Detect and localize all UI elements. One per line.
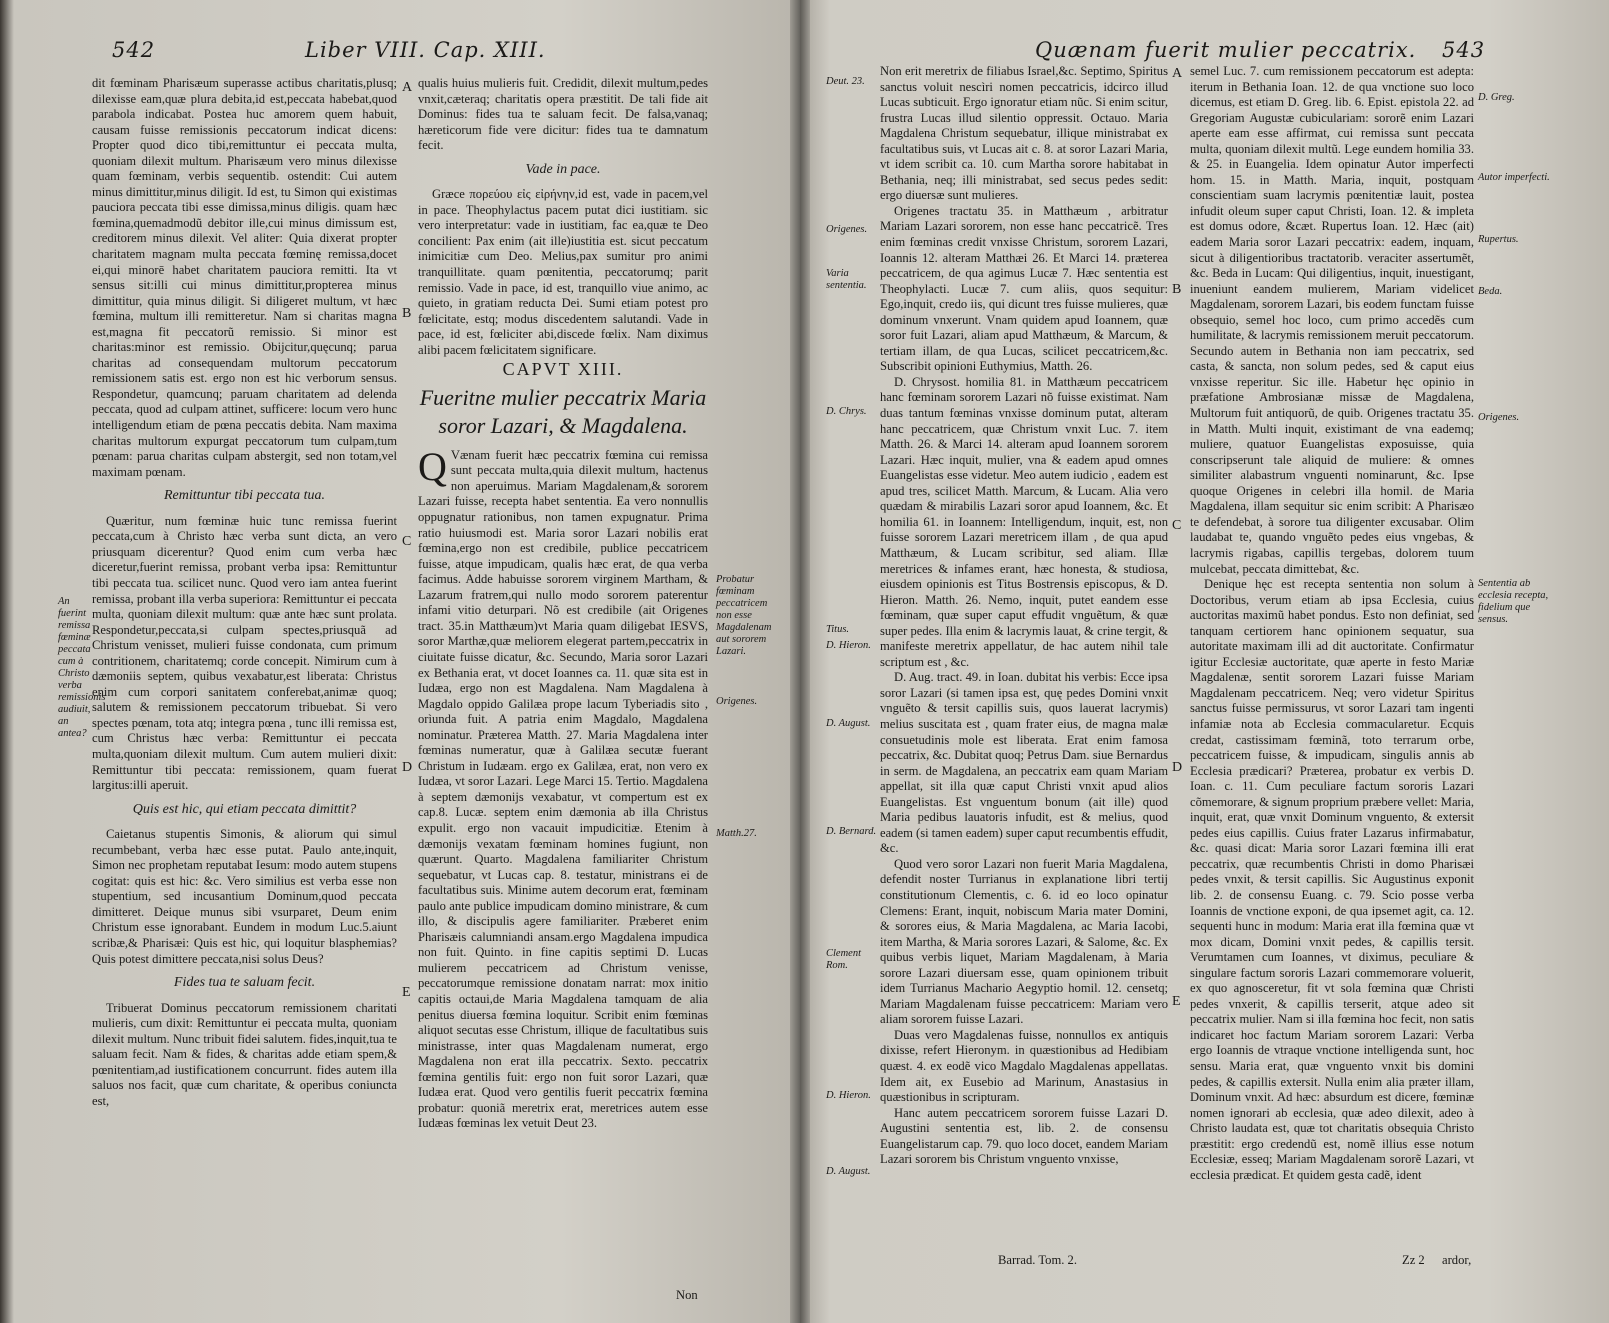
left-col1d-para: Tribuerat Dominus peccatorum remissionem charitati mulieris, cum dixit: Remittuntur ei peccata multa, quoniam dilexit multum. Nunc tribuit fidei salutem. fides,inquit,tua te saluam fecit. Nam & fides, & charitas adde etiam spem,& pœnitentiam,ad iustificationem concurrunt. fides autem illa saluos nos facit, quæ cum charitate, & operibus coniuncta est, <box>92 1000 397 1108</box>
right-col1-para-2: Origenes tractatu 35. in Matthæum , arbitratur Mariam Lazari sororem, non esse hanc peccatricẽ. Tres enim fœminas credit vnxisse Christum, sororem Lazari, Ioannis 12. alteram Matthæi 26. Et Marci 14. præterea peccatricem, de qua agimus Lucæ 7. Hæc sententia est Theophylacti. Lucæ 7. cum aliis, quos sequitur: Ego,inquit, credo iis, qui dicunt tres fuisse mulieres, quæ dominum vnxerunt. Vnam quidem apud Ioannem, quæ soror fuit Lazari, aliam apud Matthæum, & Marcum, & tertiam illam, de qua Lucas, scilicet peccatricem,&c. Subscribit opinioni Euthymius, Matth. 26. <box>880 203 1168 374</box>
right-margin-chrys: D. Chrys. <box>826 406 867 417</box>
left-column-2 <box>418 76 708 1221</box>
left-heading-remittuntur: Remittuntur tibi peccata tua. <box>164 488 325 504</box>
right-col1-para-5: Quod vero soror Lazari non fuerit Maria Magdalena, defendit noster Turrianus in explanatione libri tertij constitutionum Clementis, c. 6. id eo loco opinatur Clemens: Erant, inquit, nobiscum Maria mater Domini, & sorores eius, & Maria Magdalena, ac Maria Iacobi, item Martha, & Maria sorores Lazari, & Salome, &c. Ex quibus verbis liquet, Mariam Magdalenam, à Maria sorore Lazari diuersam esse, quam opinionem tribuit idem Turrianus Machario Aegyptio homil. 12. censetq; Mariam Magdalenam fuisse peccatricem: Mariam vero aliam sororem fuisse Lazari. <box>880 856 1168 1027</box>
right-margin-greg: D. Greg. <box>1478 92 1515 103</box>
right-margin-sententia: Sententia ab ecclesia recepta, fidelium que sensus. <box>1478 578 1549 625</box>
drop-cap: Q <box>418 443 447 489</box>
left-marker-b: B <box>402 306 412 321</box>
book-gutter <box>790 0 810 1323</box>
right-running-head: Quænam fuerit mulier peccatrix. <box>1035 38 1417 62</box>
right-column-2 <box>1190 64 1474 1214</box>
chapter-title: Fueritne mulier peccatrix Maria soror Lazari, & Magdalena. <box>419 384 707 438</box>
left-col1c-para: Caietanus stupentis Simonis, & aliorum qui simul recumbebant, verba hæc esse putat. Paulo ante,inquit, Simon nec prophetam reputabat Iesum: modo autem stupens cogitat: quis est hic: &c. Vero similius est verba esse non stupentium, sed incusantium Dominum,quod peccata dimitteret. Deique munus sibi vsurparet, Deum enim Christum esse ignorabant. Eundem in modum Luc.5.aiunt scribæ,& Pharisæi: Quis est hic, qui loquitur blasphemias? Quis potest dimittere peccata,nisi solus Deus? <box>92 827 397 966</box>
right-margin-titus: Titus. <box>826 624 850 635</box>
right-col1-para-1: Non erit meretrix de filiabus Israel,&c. Septimo, Spiritus sanctus voluit nescìri nomen peccatricis, idcirco illud Lucas subticuit. Ergo ignoratur etiam nũc. Si enim scitur, frustra Lucas illud silentio oppressit. Octauo. Maria Magdalena Christum sequebatur, illique ministrabat ex facultatibus suis, vt Lucas ait c. 8. at soror Lazari Maria, vt idem scribit ca. 10. cum Martha sorore habitabat in Bethania, neq; illi ministrabat, sed secus pedes sedit: ergo diuersæ sunt mulieres. <box>880 64 1168 203</box>
right-margin-beda: Beda. <box>1478 286 1503 297</box>
right-margin-varia: Varia sententia. <box>826 268 867 291</box>
right-col2-para-2: Denique hęc est recepta sententia non solum à Doctoribus, verum etiam ab ipsa Ecclesia, cuius auctoritas maximũ habet pondus. Esto non definiat, sed tanquam certiorem hanc opinionem sequatur, sua autoritate maximam illi ad dit auctoritate. Confirmatur igitur Ecclesiæ auctoritate, quæ aperte in festo Mariæ Magdalenæ, sentit sororem Lazari fuisse Mariam Magdalenam peccatricem. Neq; vero videtur Spiritus sanctus fuisse permissurus, vt soror Lazari tam ingenti infamiæ nota ab Ecclesia commacularetur. Ecquis credat, castissimam fœminã, toto terrarum orbe, peccatricem fuisse, & impudicam, singulis annis ab Ecclesia prædicari? Præterea, probatur ex verbis D. Ioan. c. 11. Cum peculiare factum sororis Lazari cõmemorare, & signum proprium præbere vellet: Maria, inquit, erat, quæ vnxit Dominum vnguento, & extersit pedes eius capillis. Cuius frater Lazarus infirmabatur, &c. quasi dicat: Maria soror Lazari fœmina illi erat peccatrix, quæ recumbentis Christi in domo Pharisæi pedes vnxit, & tersit capillis. Sic Augustinus exponit lib. 2. de consensu Euang. c. 79. Scio posse verba Ioannis de vnctione exponi, de qua ipsemet agit, ca. 12. sequenti hunc in modum: Maria erat illa fœmina quæ vt mox dicam, Domini vnxit pedes, & capillis tersit. Verumtamen cum Ioannes, vt diximus, peculiare & singulare factum sororis Lazari commemorare voluerit, ex quo agnosceretur, fit vt sola fœmina quæ Christi pedes vnxerit, & capillis terserit, atque adeo sit peccatrix mulier. Nam si illa fœmina hoc fecit, non satis indicaret hoc factum Mariam sororem Lazari: Verba ergo Ioannis de vtraque vnctione intelligenda sunt, hoc sensu. Maria erat, quæ vnguento vnxit bis domini pedes, & capillis extersit. Nulla enim alia præter illam, Dominum vnxit. Ad hæc: absurdum est dicere, fœminæ nomen ignorari ab ecclesia, quæ adeo dilexit, adeo à Christo laudata est, quæ tot charitatis obsequia Christo præstitit: ergo credendũ est, nomẽ illius esse notum Ecclesiæ, esseq; Mariam Magdalenam sororẽ Lazari, vt ecclesia prædicat. Et quidem gesta cadẽ, ident <box>1190 577 1474 1182</box>
right-column-1 <box>880 64 1168 1214</box>
left-marker-c: C <box>402 534 412 549</box>
right-margin-august: D. August. <box>826 718 871 729</box>
right-page <box>800 0 1609 1323</box>
mid-margin-matth: Matth.27. <box>716 828 757 839</box>
right-footer-signature: Barrad. Tom. 2. <box>998 1253 1077 1267</box>
left-running-head: Liber VIII. Cap. XIII. <box>305 38 546 62</box>
right-marker-d: D <box>1172 760 1183 775</box>
right-col1-para-7: Hanc autem peccatricem sororem fuisse Lazari D. Augustini sententia est, lib. 2. de consensu Euangelistarum cap. 79. quo loco docet, eandem Mariam Lazari sororem bis Christum vnguento vnxisse, <box>880 1105 1168 1167</box>
chapter-number: CAPVT XIII. <box>502 359 624 380</box>
right-margin-clement: Clement Rom. <box>826 948 861 971</box>
right-margin-august-2: D. August. <box>826 1166 871 1177</box>
left-marker-e: E <box>402 985 411 1000</box>
left-col2c-para: Vænam fuerit hæc peccatrix fœmina cui remissa sunt peccata multa,quia dilexit multum, hactenus non aperuimus. Mariam Magdalenam,& sororem Lazari fuisse, recepta habet sententia. Ea vero nonnullis oppugnatur rationibus, non tamen expugnatur. Prima ratio huiusmodi est. Maria soror Lazari nobilis erat fœmina,ergo non est credibile, publice peccatricem fuisse, atque impudicam, qualis hæc erat, de qua verba facimus. Adde habuisse sororem virginem Martham, & Lazarum fratrem,qui nullo modo sororem paterentur infami vitio deturpari. Nõ est credibile (ait Origenes tract. 35.in Matthæum)vt Maria quam diligebat IESVS, soror Marthæ,quæ meliorem elegerat partem,peccatrix in ciuitate fuisse dicatur, &c. Secundo, Maria soror Lazari ex Bethania erat, vt docet Ioannes ca. 11. quæ sita est in Iudæa, ergo non est Magdalena. Nam Magdalena à Magdalo oppido Galilæa prope lacum Tyberiadis sito , orìunda fuit. A patria enim Magdalo, Magdalena nominatur. Præterea Matth. 27. Maria Magdalena inter fœminas numeratur, quæ à Galilæa secutæ fuerant Christum in Iudæam. ergo ex Galilæa, erat, non vero ex Iudæa, vt soror Lazari. Lege Marci 15. Tertio. Magdalena à septem dæmonijs vexabatur, vt compertum est ex cap.8. Lucæ. septem enim dæmonia ab illa Christus expulit. ergo non vacauit impudicitiæ. Etenim à dæmonijs vexatam fœminam homines fugiunt, non quærunt. Quarto. Magdalena familiariter Christum sequebatur, vt Lucas cap. 8. testatur, ministrans ei de facultatibus suis. Minime autem decorum erat, fœminam paulo ante publice impudicam domino ministrare, & cum illo, & discipulis agere familiariter. Præberet enim Pharisæis calumniandi ansam.ergo Magdalena impudica non fuit. Quinto. in fine capitis septimi D. Lucas mulierem peccatricem ad Christum venisse, peccatorumque remissione donatam narrat: mox initio capitis octaui,de Maria Magdalena tamquam de alia penitus diuersa fœmina loquitur. Scribit enim fœminas aliquot secutas esse Christum, illique de facultatibus suis ministrasse, inter quas Magdalenam numerat, ergo Magdalena non erat illa peccatrix. Sexto. peccatrix fœmina gentilis fuit: ergo non fuit soror Lazari, quæ Iudæa erat. Quod vero gentilis fuerit peccatrix fœmina probatur: quoniã meretrix erat, meretrices autem esse Iudæas fœminas lex vetuit Deut 23. <box>418 447 708 1131</box>
right-col1-para-3: D. Chrysost. homilia 81. in Matthæum peccatricem hanc fœminam sororem Lazari nõ fuisse existimat. Nam duas tantum fœminas vnxisse dominum putat, alteram hanc peccatricem, quæ Christum vnxit Luc. 7. item Matth. 26. & Marci 14. alteram apud Ioannem sororem Lazari. Hæc inquit, mulier, vna & eadem apud omnes Euangelistas esse videtur. Meo autem iudicio , eadem est apud tres, scilicet Matth. Marcum, & Lucam. Alia vero quædam & mirabilis Lazari soror apud Ioannem, &c. Et homilia 61. in Ioannem: Intelligendum, inquit, est, non fuisse sororem Lazari meretricem illam , de qua apud Matthæum, & Lucam scribitur, sed aliam. Illæ meretrices & infames erant, hæc honesta, & studiosa, eiusdem opinionis est Titus Bostrensis episcopus, & D. Hieron. Matth. 26. Nemo, inquit, putet eandem esse fœminam, quæ super caput effudit vnguẽtum, & quæ super pedes. Illa enim & lacrymis lauat, & crine tergit, & manifeste meretrix appellatur, de hac autem nihil tale scriptum est , &c. <box>880 374 1168 669</box>
left-column-1 <box>92 76 397 1221</box>
left-col1-para: dit fœminam Pharisæum superasse actibus charitatis,plusq; dilexisse eam,quæ plura debita,id est,peccata habebat,quod parabola indicabat. Postea huc amorem quem habuit, causam fuisse remissionis peccatorum indicat dicens: Propter quod dico tibi,remittuntur ei peccata multa, quoniam dilexit multum. Pharisæum vero minus dilexisse quam fœminam, verbis sequentib. ostendit: Cui autem minus dimittitur,minus diligit. Id est, tu Simon qui existimas pauciora peccata tibi esse dimissa,minus diligis. quam hæc fœmina,quemadmodũ debitor ille,cui minus dimissum est, creditorem minus dilexit. Vel aliter: Quia dixerat propter charitatem magnam multa peccata fœminę remissa,docet ei,qui minorē habet charitatem pauciora remitti. Ita vt sensus sit:illi cui minus dimittitur,propterea minus dimittitur, quia minus diligit. Si diligeret multum, vt hæc fœmina, multum illi remitteretur. Nam si charitas magna est,magna fit peccatorũ remissio. Si minor est charitas:minor est remissio. Obijcitur,quęcunq; parua charitas ad consequendam multorum peccatorum remissionem satis est. ergo non est hic verborum sensus. Respondetur, quamcunq; paruam charitatem ad delenda peccata, quod ad culpam attinet, sufficere: locum vero hunc intelligendum etiam de pœna peccatis debita. Nam maxima charitas multorum expurgat peccatorum tum culpam,tum pœnam: parua charitas culpam abstergit, sed non totam,vel maximam pœnam. <box>92 76 397 479</box>
right-col1-para-6: Duas vero Magdalenas fuisse, nonnullos ex antiquis dixisse, refert Hieronym. in quæstionibus ad Hedibiam quæst. 4. ex eodẽ vico Magdalo Magdalenas appellatas. Idem ait, ex Eusebio ad Marinum, Anastasius in quæstionibus in scripturam. <box>880 1027 1168 1105</box>
right-margin-bernard: D. Bernard. <box>826 826 877 837</box>
right-marker-a: A <box>1172 66 1183 81</box>
right-margin-autor: Autor imperfecti. <box>1478 172 1550 183</box>
left-col2b-para: Græce πορεύου εἰς εἰρήνην,id est, vade in pacem,vel in pace. Theophylactus pacem putat dici iustitiam. sic vero interpretatur: vade in iustitiam, fac ea,quæ te Deo concilient: Pax enim (ait ille)iustitia est. sicut peccatum inimicitiæ cum Deo. Melius,pax sumitur pro animi tranquillitate. quam pœnitentia, peccatorumq; parit remissio. Vade in pace, id est, tranquillo viue animo, ac quieto, in gratiam reducta Dei. Sumi etiam potest pro fœlicitate, estq; modus discedentem salutandi. Vade in pace, id est, fœliciter abi,discede fœlix. Nam diximus alibi pacem fœlicitatem significare. <box>418 187 708 357</box>
right-col2-para-1: semel Luc. 7. cum remissionem peccatorum est adepta: iterum in Bethania Ioan. 12. de qua vnctione suo loco dicemus, est etiam D. Greg. lib. 6. Epist. epistola 22. ad Gregoriam Augustæ cubiculariam: sororẽ enim Lazari aperte eam esse affirmat, cui remissa sunt peccata multa, quoniam dilexit multũ. Lege eundem homilia 33. & 25. in Euangelia. Idem opinatur Autor imperfecti hom. 15. in Matth. Maria, inquit, postquam conscientiam suam lacrymis pœnitentiæ lauit, postea infudit oleum super caput Christi, Ioan. 12. & impleta est domus odore, &cæt. Rupertus Ioan. 12. Hæc (ait) eadem Maria soror Lazari peccatrix: eadem, inquam, sicut à diligentioribus tractatorib. veraciter assertumẽt, &c. Beda in Lucam: Qui diligentius, inquit, inuestigant, inueniunt eandem mulierem, Mariam videlicet Magdalenam, sororem Lazari, bis eodem functam fuisse obsequio, semel hoc loco, cum primo accedẽs cum humilitate, & lacrymis remissionem meruit peccatorum. Secundo autem in Bethania non iam peccatrix, sed casta, & sancta, non solum pedes, sed & caput eius vnxisse reperitur. Sic ille. Habetur hęc opinio in præfatione Ambrosianæ missæ de Magdalena, Multorum fuit antiquorũ, de quib. Origenes tractatu 35. in Matth. Multi inquit, existimant de vna eademq; muliere, quatuor Euangelistas exposuisse, quia conscripserunt tale aliquid de muliere: & omnes similiter alabastrum vnguenti nominarunt, &c. Ipse quoque Origenes in celebri illa homil. de Maria Magdalena, illam sequitur sic enim scribit: A Pharisæo te defendebat, à sorore tua diligenter excusabar. Olim laudabat te, quando vnguẽto pedes eius vngebas, & lacrymis rigabas, capillis tergebas, dolorem tuum mulcebat, peccata dimittebat, &c. <box>1190 64 1474 576</box>
right-marker-e: E <box>1172 994 1181 1009</box>
right-margin-hieron-2: D. Hieron. <box>826 1090 871 1101</box>
mid-margin-note: Probatur fœminam peccatricem non esse Magdalenam aut sororem Lazari. <box>716 574 772 657</box>
right-footer-gathering: Zz 2 <box>1402 1253 1425 1267</box>
mid-margin-origen: Origenes. <box>716 696 758 707</box>
right-margin-origenes-2: Origenes. <box>1478 412 1520 423</box>
right-margin-hieron: D. Hieron. <box>826 640 871 651</box>
left-page-number: 542 <box>112 38 156 62</box>
right-marker-b: B <box>1172 282 1182 297</box>
left-page <box>0 0 800 1323</box>
left-margin-note: An fuerint remissa fœminæ peccata cum à Christo verba remissionis audiuit, an antea? <box>58 596 106 739</box>
left-marker-d: D <box>402 760 413 775</box>
right-page-number: 543 <box>1442 38 1486 62</box>
right-marker-c: C <box>1172 518 1182 533</box>
left-marker-a: A <box>402 80 413 95</box>
left-heading-vade: Vade in pace. <box>525 161 601 177</box>
left-catchword: Non <box>676 1288 698 1302</box>
right-col1-para-4: D. Aug. tract. 49. in Ioan. dubitat his verbis: Ecce ipsa soror Lazari (si tamen ipsa est, quę pedes Domini vnxit vnguẽto & tersit capillis suis, quos lauerat lacrymis) melius suscitata est , quam frater eius, de magna malæ consuetudinis mole est liberata. Erat enim famosa peccatrix, &c. Dubitat quoq; Petrus Dam. siue Bernardus in serm. de Magdalena, an peccatrix eam quam Mariam appellat, sit illa quæ caput Christi vnxit apud alios Euangelistas. Est vnguentum bonum (ait ille) quod Maria pedibus lauatoris infudit, est & melius, quod eadem (si tamen eadem) super caput recumbentis effudit, &c. <box>880 670 1168 856</box>
left-heading-quis: Quis est hic, qui etiam peccata dimittit? <box>132 801 357 817</box>
right-margin-rupertus: Rupertus. <box>1478 234 1519 245</box>
left-col2-para: qualis huius mulieris fuit. Credidit, dilexit multum,pedes vnxit,cæteraq; charitatis opera præstitit. De tali fide ait Dominus: fides tua te saluam fecit. De falsa,vanaq; hæreticorum fide vere dicitur: fides tua te damnatum fecit. <box>418 76 708 153</box>
right-catchword: ardor, <box>1442 1253 1472 1267</box>
left-col1b-para: Quæritur, num fœminæ huic tunc remissa fuerint peccata,cum à Christo hæc verba sunt dicta, an vero priusquam dicerentur? Quod enim cum verba hæc diceretur,fuerint remissa, probant verba ipsa: Remittuntur tibi peccata tua. scilicet nunc. Quod vero iam antea fuerint remissa, probant illa verba superiora: Remittuntur ei peccata multa, quoniam dilexit multum: quæ ante hæc sunt prolata. Respondetur,peccata,si culpam spectes,priusquã ad Christum venisset, mulieri fuisse condonata, cum primum contritionem, charitatemq; corde concepit. Nimirum cum à dæmoniis septem, quibus vexabatur,est liberata: Christus enim cum corpori sanitatem conferebat,animæ quoq; salutem & remissionem peccatorum tribuebat. Si vero spectes pœnam, tota atq; integra pœna , tunc illi remissa est, cum Christus hæc verba: Remittuntur ei peccata multa,quoniam dilexit multum. Cum autem mulieri dixit: Remittuntur tibi peccata: remissionem, quam fuerat largitus:illi aperuit. <box>92 513 397 793</box>
left-heading-fides: Fides tua te saluam fecit. <box>173 975 316 991</box>
right-margin-deut: Deut. 23. <box>826 76 865 87</box>
right-margin-origenes: Origenes. <box>826 224 868 235</box>
